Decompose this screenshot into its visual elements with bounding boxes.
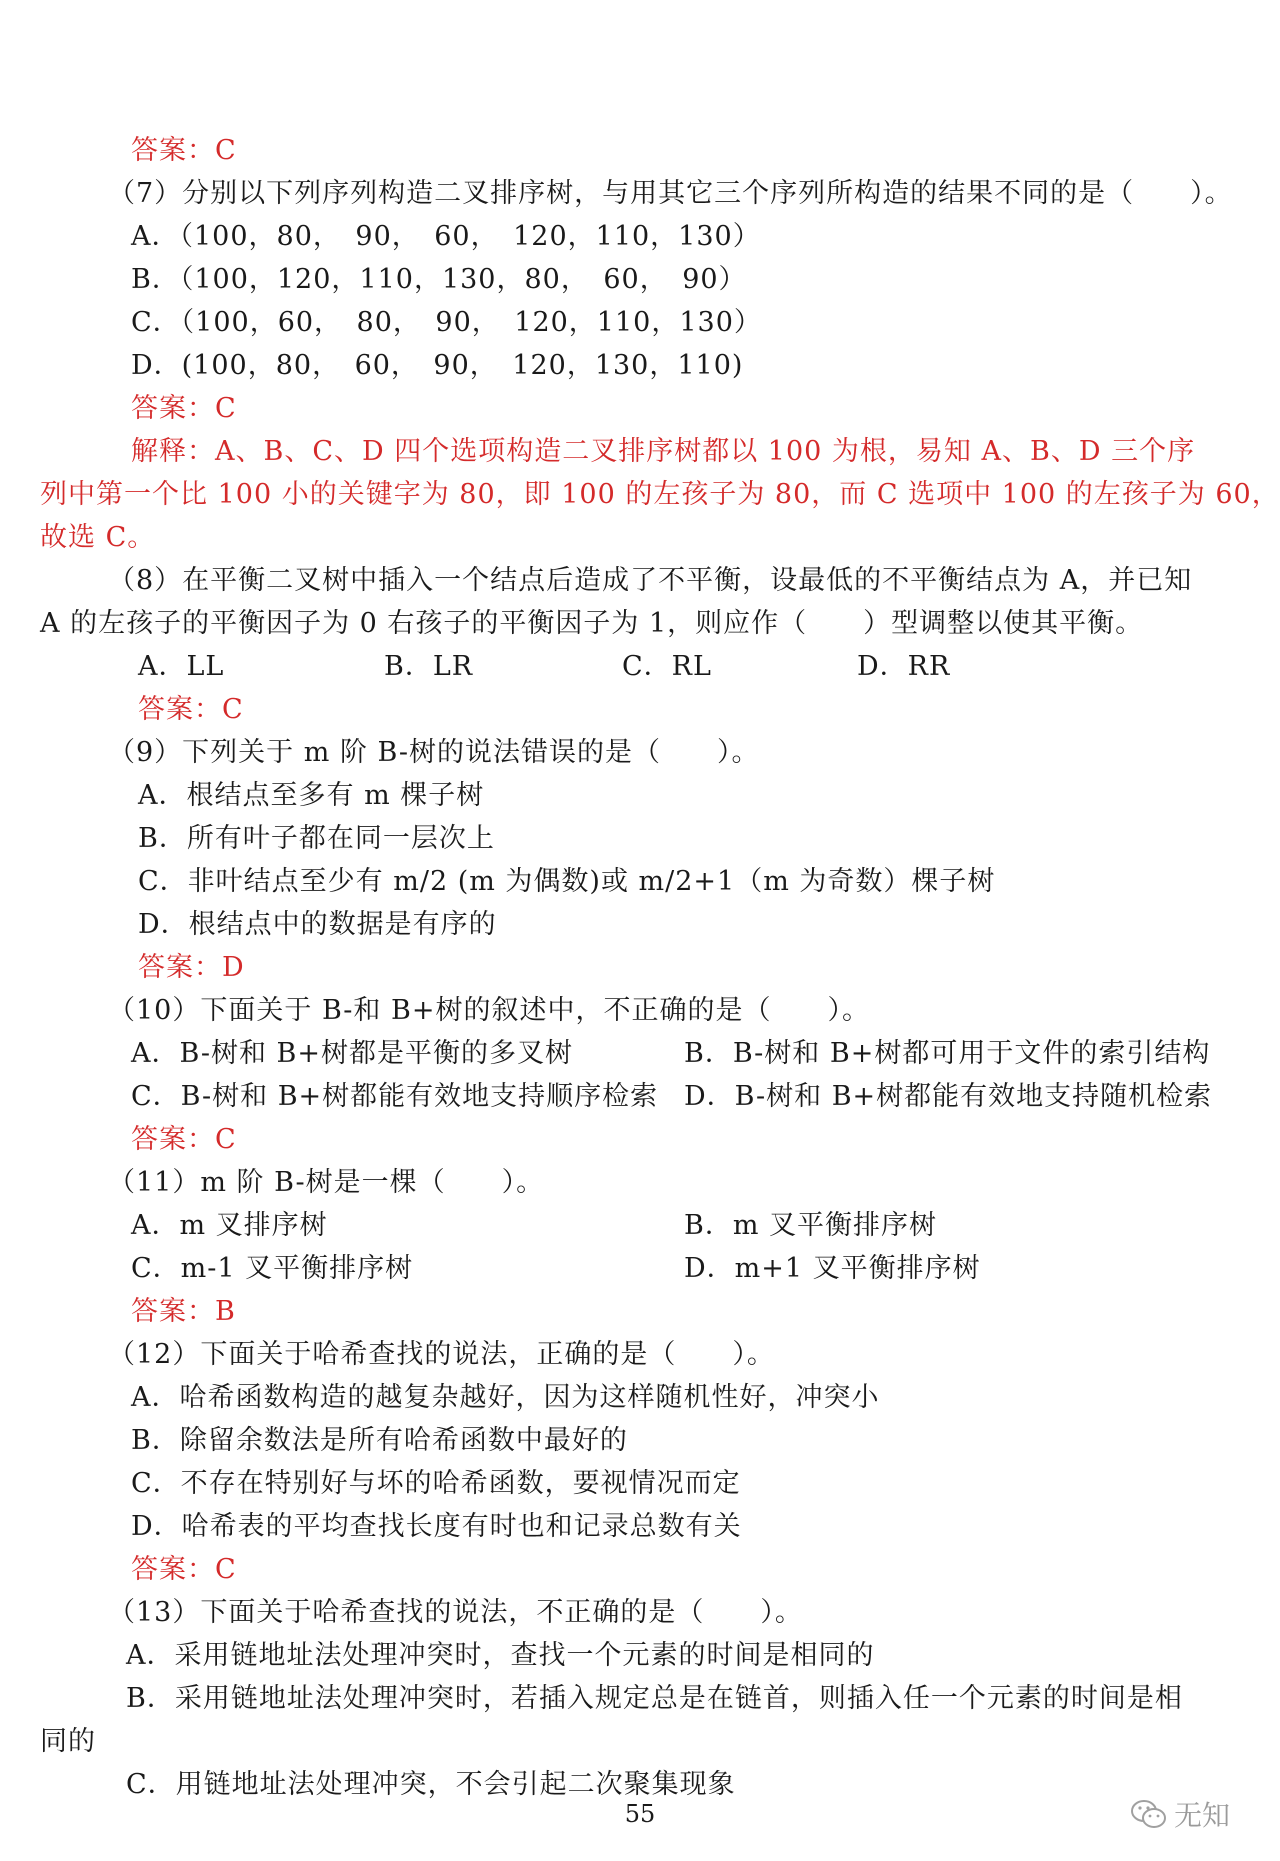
question-11: （11）m 阶 B-树是一棵（ ）。 [108, 1167, 545, 1198]
answer-line: 答案：C [131, 1554, 237, 1585]
option-d: D．m+1 叉平衡排序树 [684, 1253, 981, 1284]
option-c: C．用链地址法处理冲突，不会引起二次聚集现象 [126, 1769, 736, 1800]
option-c: C．不存在特别好与坏的哈希函数，要视情况而定 [131, 1468, 741, 1499]
option-b: B．所有叶子都在同一层次上 [138, 823, 495, 854]
option-d: D．根结点中的数据是有序的 [138, 909, 497, 940]
question-13: （13）下面关于哈希查找的说法，不正确的是（ ）。 [108, 1597, 803, 1628]
option-b-cont: 同的 [40, 1726, 96, 1757]
question-12: （12）下面关于哈希查找的说法，正确的是（ ）。 [108, 1339, 775, 1370]
explanation-line: 列中第一个比 100 小的关键字为 80，即 100 的左孩子为 80，而 C 选项中 100 的左孩子为 60， [40, 479, 1280, 510]
option-b: B．除留余数法是所有哈希函数中最好的 [131, 1425, 628, 1456]
explanation-line: 故选 C。 [40, 522, 156, 553]
option-c: C．非叶结点至少有 m/2 (m 为偶数)或 m/2+1（m 为奇数）棵子树 [138, 866, 996, 897]
page-number: 55 [624, 1800, 656, 1828]
option-d: D．(100，80， 60， 90， 120，130，110) [131, 350, 744, 381]
option-a: A．（100，80， 90， 60， 120，110，130） [131, 221, 761, 252]
option-b: B．B-树和 B+树都可用于文件的索引结构 [684, 1038, 1211, 1069]
option-d: D．哈希表的平均查找长度有时也和记录总数有关 [131, 1511, 742, 1542]
question-10: （10）下面关于 B-和 B+树的叙述中，不正确的是（ ）。 [108, 995, 870, 1026]
watermark [1130, 1794, 1230, 1834]
wechat-icon [1130, 1798, 1168, 1830]
answer-line: 答案：B [131, 1296, 236, 1327]
option-b: B．LR [384, 651, 474, 682]
question-8-cont: A 的左孩子的平衡因子为 0 右孩子的平衡因子为 1，则应作（ ）型调整以使其平衡。 [40, 608, 1144, 639]
answer-line: 答案：C [138, 694, 244, 725]
answer-line: 答案：C [131, 393, 237, 424]
option-a: A．采用链地址法处理冲突时，查找一个元素的时间是相同的 [126, 1640, 875, 1671]
option-c: C．B-树和 B+树都能有效地支持顺序检索 [131, 1081, 659, 1112]
option-b: B．m 叉平衡排序树 [684, 1210, 938, 1241]
question-7: （7）分别以下列序列构造二叉排序树，与用其它三个序列所构造的结果不同的是（ ）。 [108, 178, 1233, 209]
answer-line: 答案：C [131, 135, 237, 166]
option-a: A．LL [138, 651, 225, 682]
option-a: A．m 叉排序树 [131, 1210, 328, 1241]
question-8: （8）在平衡二叉树中插入一个结点后造成了不平衡，设最低的不平衡结点为 A，并已知 [108, 565, 1193, 596]
option-b: B．采用链地址法处理冲突时，若插入规定总是在链首，则插入任一个元素的时间是相 [126, 1683, 1183, 1714]
answer-line: 答案：C [131, 1124, 237, 1155]
explanation-line: 解释：A、B、C、D 四个选项构造二叉排序树都以 100 为根，易知 A、B、D 三个序 [131, 436, 1196, 467]
watermark-text: 无知 [1174, 1799, 1231, 1832]
option-d: D．B-树和 B+树都能有效地支持随机检索 [684, 1081, 1213, 1112]
option-c: C．RL [622, 651, 712, 682]
option-a: A．B-树和 B+树都是平衡的多叉树 [131, 1038, 574, 1069]
option-b: B．（100，120，110，130，80， 60， 90） [131, 264, 747, 295]
option-c: C．（100，60， 80， 90， 120，110，130） [131, 307, 762, 338]
question-9: （9）下列关于 m 阶 B-树的说法错误的是（ ）。 [108, 737, 760, 768]
option-d: D．RR [857, 651, 951, 682]
option-a: A．根结点至多有 m 棵子树 [138, 780, 485, 811]
option-a: A．哈希函数构造的越复杂越好，因为这样随机性好，冲突小 [131, 1382, 880, 1413]
answer-line: 答案：D [138, 952, 245, 983]
option-c: C．m-1 叉平衡排序树 [131, 1253, 414, 1284]
